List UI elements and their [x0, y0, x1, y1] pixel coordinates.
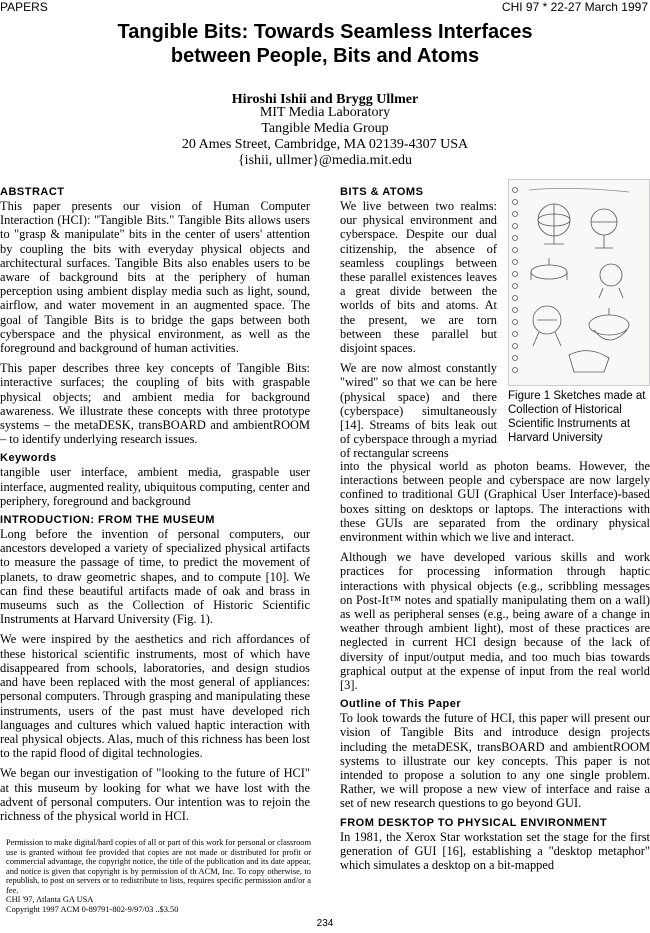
outline-heading: Outline of This Paper [340, 698, 462, 711]
bits-atoms-paragraph-3: Although we have developed various skills and work practices for processing information through haptic interactions with physical objects (e.g., scribbling messages on Post-It™ notes and spatially manipulating them on a wall) as well as peripheral senses (e.g., being aware of a change in weather through ambient light), most of these practices are neglected in current HCI design because of the lack of diversity of input/output media, and too much bias towards graphical output at the expense of input from the real world [3]. [340, 550, 650, 693]
affiliation-address: 20 Ames Street, Cambridge, MA 02139-4307 USA [181, 137, 469, 152]
author-email: {ishii, ullmer}@media.mit.edu [237, 153, 413, 168]
running-header-section: PAPERS [0, 0, 48, 14]
permission-copyright: Copyright 1997 ACM 0-89791-802-9/97/03 ..$3.50 [6, 904, 179, 914]
right-column-lower [340, 459, 650, 878]
abstract-heading: ABSTRACT [0, 186, 65, 198]
figure-1-caption: Figure 1 Sketches made at Collection of Historical Scientific Instruments at Harvard University [508, 390, 646, 444]
permission-notice [6, 838, 311, 914]
left-column [0, 186, 310, 829]
title-line-1: Tangible Bits: Towards Seamless Interfaces [117, 21, 533, 43]
title-line-2: between People, Bits and Atoms [170, 45, 480, 67]
keywords-heading: Keywords [0, 452, 57, 465]
outline-paragraph: To look towards the future of HCI, this paper will present our vision of Tangible Bits and introduce design projects including the metaDESK, transBOARD and ambientROOM systems to illustrate our key concepts. This paper is not intended to propose a solution to any one single problem. Rather, we will propose a new view of interface and raise a set of new research questions to go beyond GUI. [340, 711, 650, 811]
intro-paragraph-1: Long before the invention of personal computers, our ancestors developed a variety of specialized physical artifacts to measure the passage of time, to predict the movement of planets, to draw geometric shapes, and to compute [10]. We can find these beautiful artifacts made of oak and brass in museums such as the Collection of Historic Scientific Instruments at Harvard University (Fig. 1). [0, 527, 310, 627]
intro-heading: INTRODUCTION: FROM THE MUSEUM [0, 514, 215, 527]
author-names: Hiroshi Ishii and Brygg Ullmer [231, 92, 419, 107]
desktop-heading: FROM DESKTOP TO PHYSICAL ENVIRONMENT [340, 816, 608, 829]
figure-1-sketch [508, 179, 650, 386]
affiliation-lab: MIT Media Laboratory [259, 105, 391, 120]
bits-atoms-paragraph-1: We live between two realms: our physical environment and cyberspace. Despite our dual citizenship, the absence of seamless couplings between these parallel existences leaves a great divide between the worlds of bits and atoms. At the present, we are torn between these parallel but disjoint spaces. [340, 199, 497, 356]
permission-venue: CHI '97, Atlanta GA USA [6, 895, 94, 904]
bits-atoms-paragraph-2b: into the physical world as photon beams. However, the interactions between people and cyberspace are now largely confined to traditional GUI (Graphical User Interface)-based boxes sitting on desktops or laptops. The interactions with these GUIs are separated from the ordinary physical environment within which we live and interact. [340, 459, 650, 545]
spiral-binding-icon [513, 188, 518, 373]
sketch-drawing [509, 180, 649, 385]
permission-text: Permission to make digital/hard copies of all or part of this work for personal or classroom use is granted without fee provided that copies are not made or distributed for profit or commercial advantage, the copyright notice, the title of the publication and its date appear, and notice is given that copyright is by permission of th ACM, Inc. To copy otherwise, to republish, to post on servers or to redistribute to lists, requires specific permission and/or a fee. [6, 838, 311, 895]
running-header-conference: CHI 97 * 22-27 March 1997 [501, 0, 648, 14]
author-block [0, 92, 650, 169]
abstract-paragraph-1: This paper presents our vision of Human Computer Interaction (HCI): "Tangible Bits." Tangible Bits allows users to "grasp & manipulate" bits in the center of users' attention by coupling the bits with everyday physical objects and architectural surfaces. Tangible Bits also enables users to be aware of background bits at the periphery of human perception using ambient display media such as light, sound, airflow, and water movement in an augmented space. The goal of Tangible Bits is to bridge the gaps between both cyberspace and the physical environment, as well as the foreground and background of human activities. [0, 199, 310, 356]
right-column-upper [340, 186, 497, 467]
keywords-text: tangible user interface, ambient media, graspable user interface, augmented reality, ubiquitous computing, center and periphery, foreground and background [0, 465, 310, 508]
abstract-paragraph-2: This paper describes three key concepts of Tangible Bits: interactive surfaces; the coupling of bits with graspable physical objects; and ambient media for background awareness. We illustrate these concepts with three prototype systems – the metaDESK, transBOARD and ambientROOM – to identify underlying research issues. [0, 361, 310, 447]
affiliation-group: Tangible Media Group [261, 121, 389, 136]
bits-atoms-paragraph-2a: We are now almost constantly "wired" so that we can be here (physical space) and there (cyberspace) simultaneously [14]. Streams of bits leak out of cyberspace through a myriad of rectangular screens [340, 361, 497, 461]
page-number: 234 [316, 918, 334, 929]
intro-paragraph-2: We were inspired by the aesthetics and rich affordances of these historical scientific instruments, most of which have disappeared from schools, laboratories, and design studios and have been replaced with the most general of appliances: personal computers. Through grasping and manipulating these instruments, users of the past must have developed rich languages and cultures which valued haptic interaction with real physical objects. Alas, much of this richness has been lost to the rapid flood of digital technologies. [0, 632, 310, 761]
bits-atoms-heading: BITS & ATOMS [340, 186, 424, 198]
paper-title [0, 20, 650, 68]
intro-paragraph-3: We began our investigation of "looking to the future of HCI" at this museum by looking for what we have lost with the advent of personal computers. Our intention was to rejoin the richness of the physical world in HCI. [0, 766, 310, 823]
desktop-paragraph: In 1981, the Xerox Star workstation set the stage for the first generation of GUI [16], establishing a "desktop metaphor" which simulates a desktop on a bit-mapped [340, 829, 650, 873]
